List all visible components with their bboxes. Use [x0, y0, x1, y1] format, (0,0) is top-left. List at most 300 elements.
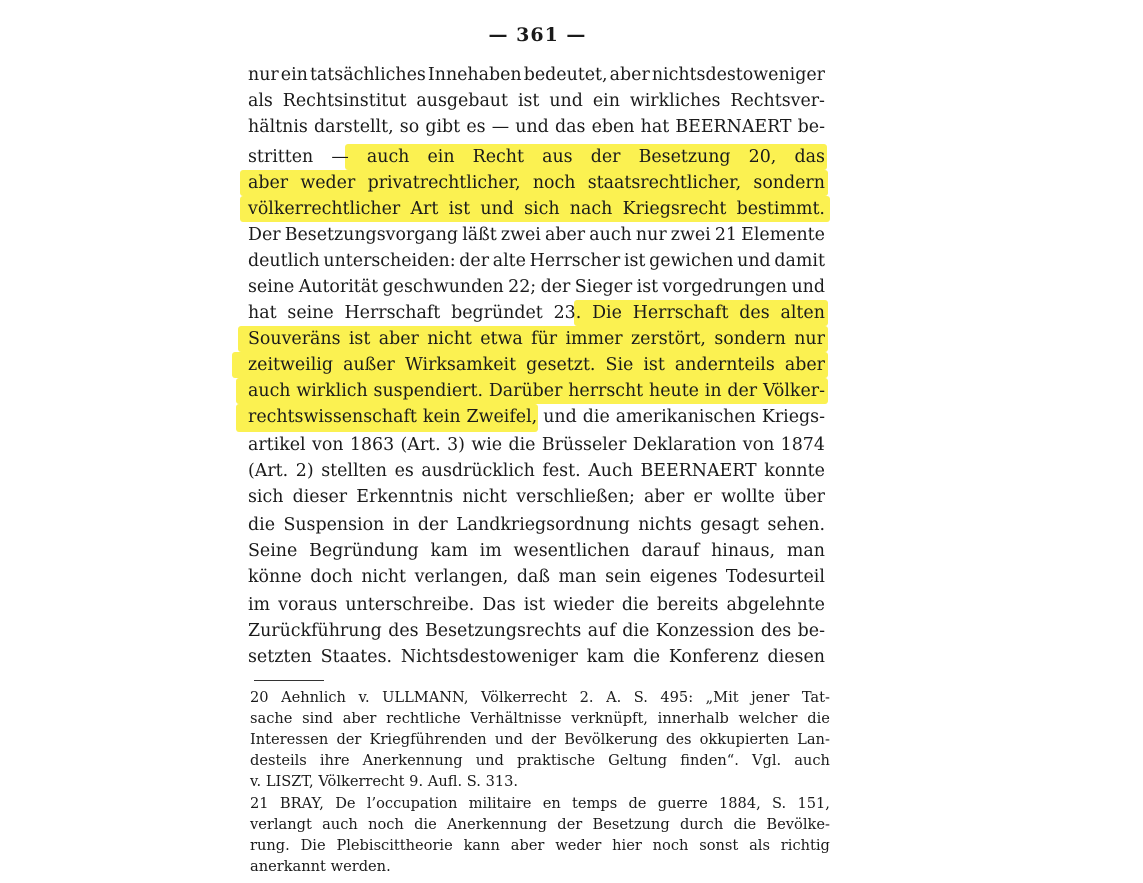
word: 21 — [250, 795, 269, 812]
word: ausdrücklich — [421, 461, 535, 481]
word: (Art. — [248, 461, 289, 481]
body-line — [248, 564, 825, 590]
word: Plebiscittheorie — [336, 837, 453, 854]
word: der — [531, 731, 557, 748]
word: des — [739, 303, 770, 323]
body-line — [248, 592, 825, 618]
word: nur — [248, 65, 279, 85]
word: man — [786, 541, 825, 561]
word: wie — [471, 435, 503, 455]
body-line — [248, 618, 825, 644]
word: heute — [649, 381, 699, 401]
word: seine — [248, 277, 295, 297]
word: noch — [652, 837, 689, 854]
word: aber — [248, 173, 289, 193]
word: de — [628, 795, 647, 812]
word: temps — [572, 795, 618, 812]
word: Erkenntnis — [356, 487, 454, 507]
word: Völkerrecht — [318, 773, 405, 790]
word: aber — [784, 355, 825, 375]
word: rechtswissenschaft — [248, 407, 417, 427]
word: der — [417, 515, 448, 535]
word: vorgedrungen — [662, 277, 788, 297]
word: noch — [368, 816, 404, 833]
word: privatrechtlicher, — [367, 173, 521, 193]
word: S. — [633, 689, 648, 706]
word: praktische — [516, 752, 596, 769]
word: ist — [636, 277, 659, 297]
footnote-divider — [254, 680, 324, 681]
word: hat — [640, 117, 670, 137]
word: Sie — [605, 355, 634, 375]
body-line — [248, 458, 825, 484]
word: staatsrechtlicher, — [587, 173, 742, 193]
word: werden. — [330, 858, 391, 875]
word: die — [248, 515, 275, 535]
body-line — [248, 144, 825, 170]
word: Deklaration — [632, 435, 737, 455]
word: kam — [586, 647, 625, 667]
body-line — [248, 248, 825, 274]
body-line — [248, 114, 825, 140]
word: Innehaben — [427, 65, 522, 85]
word: richtig — [780, 837, 830, 854]
word: Aehnlich — [281, 689, 346, 706]
word: im — [479, 541, 502, 561]
word: Rechtsinstitut — [282, 91, 407, 111]
word: und — [549, 91, 583, 111]
word: auch — [589, 225, 632, 245]
word: geschwunden — [382, 277, 504, 297]
body-line — [248, 538, 825, 564]
word: Interessen — [250, 731, 329, 748]
word: durch — [679, 816, 724, 833]
word: Elemente — [741, 225, 825, 245]
word: die — [733, 816, 757, 833]
word: noch — [532, 173, 576, 193]
word: Aufl. — [427, 773, 463, 790]
word: Besetzung — [638, 147, 731, 167]
word: er — [693, 487, 712, 507]
word: herrscht — [568, 381, 644, 401]
word: der — [336, 731, 362, 748]
word: und — [475, 752, 504, 769]
word: immer — [565, 329, 623, 349]
word: fest. — [542, 461, 581, 481]
word: als — [749, 837, 770, 854]
word: aber — [342, 710, 377, 727]
footnote-line — [250, 751, 830, 771]
word: Die — [592, 303, 622, 323]
word: sehen. — [767, 515, 825, 535]
word: 151, — [797, 795, 830, 812]
word: kann — [463, 837, 500, 854]
word: hier — [612, 837, 642, 854]
word: in — [392, 515, 410, 535]
word: desteils — [250, 752, 307, 769]
word: Souveräns — [248, 329, 341, 349]
word: aber — [544, 225, 586, 245]
word: verschließen; — [516, 487, 635, 507]
word: hältnis — [248, 117, 308, 137]
word: amerikanischen — [615, 407, 756, 427]
word: S. — [772, 795, 787, 812]
word: 1884, — [718, 795, 761, 812]
word: ist — [517, 91, 540, 111]
footnote-line — [250, 857, 830, 877]
word: der — [590, 147, 621, 167]
word: aber — [510, 837, 545, 854]
word: abgelehnte — [726, 595, 825, 615]
word: damit — [774, 251, 825, 271]
word: 3) — [447, 435, 465, 455]
word: welcher — [738, 710, 798, 727]
word: zwei — [500, 225, 541, 245]
word: eigenes — [649, 567, 718, 587]
word: weder — [300, 173, 356, 193]
word: artikel — [248, 435, 306, 455]
word: wesentlichen — [513, 541, 630, 561]
word: gesetzt. — [526, 355, 596, 375]
word: Darüber — [488, 381, 563, 401]
word: kam — [430, 541, 468, 561]
word: unterschreibe. — [345, 595, 475, 615]
word: unterscheiden: — [323, 251, 456, 271]
footnote-line — [250, 730, 830, 750]
word: hat — [248, 303, 277, 323]
word: v. — [250, 773, 262, 790]
word: Begründung — [309, 541, 419, 561]
word: begründet — [451, 303, 543, 323]
word: Vgl. — [751, 752, 782, 769]
word: wollte — [721, 487, 775, 507]
word: be- — [797, 117, 825, 137]
word: 495: — [660, 689, 694, 706]
word: verlangt — [250, 816, 312, 833]
word: 20, — [748, 147, 777, 167]
word: des — [666, 731, 692, 748]
word: Das — [482, 595, 516, 615]
word: — — [331, 147, 349, 167]
word: läßt — [462, 225, 497, 245]
word: verlangen, — [414, 567, 509, 587]
body-line — [248, 644, 825, 670]
word: nur — [635, 225, 667, 245]
word: Bevölke- — [766, 816, 830, 833]
word: Lan- — [797, 731, 830, 748]
word: Tat- — [801, 689, 830, 706]
word: sein — [605, 567, 642, 587]
word: für — [531, 329, 558, 349]
word: nicht — [427, 329, 472, 349]
word: wirkliches — [629, 91, 721, 111]
word: das — [794, 147, 825, 167]
word: als — [248, 91, 273, 111]
word: nicht — [361, 567, 407, 587]
word: auch — [366, 147, 410, 167]
word: die — [633, 647, 661, 667]
word: nach — [569, 199, 613, 219]
word: der — [459, 251, 490, 271]
word: Herrschaft — [344, 303, 441, 323]
word: auch — [794, 752, 830, 769]
footnote-line — [250, 772, 830, 792]
body-line — [248, 484, 825, 510]
word: die — [621, 595, 649, 615]
word: über — [784, 487, 825, 507]
word: die — [414, 816, 437, 833]
word: Bevölkerung — [564, 731, 658, 748]
word: der — [727, 381, 758, 401]
word: anerkannt — [250, 858, 326, 875]
word: Seine — [248, 541, 298, 561]
word: sich — [248, 487, 284, 507]
word: 1863 — [349, 435, 395, 455]
word: dieser — [292, 487, 348, 507]
word: BEERNAERT — [675, 117, 792, 137]
word: nicht — [462, 487, 508, 507]
word: Konferenz — [668, 647, 759, 667]
word: in — [704, 381, 722, 401]
word: Konzession — [655, 621, 755, 641]
word: bedeutet, — [523, 65, 608, 85]
word: v. — [358, 689, 370, 706]
word: und — [494, 731, 523, 748]
word: Wirksamkeit — [404, 355, 517, 375]
word: ist — [448, 199, 471, 219]
word: Nichtsdestoweniger — [400, 647, 578, 667]
body-line — [248, 62, 825, 88]
word: en — [542, 795, 561, 812]
word: ist — [623, 251, 646, 271]
word: der — [557, 816, 583, 833]
word: sondern — [753, 173, 825, 193]
word: Der — [248, 225, 281, 245]
word: die — [807, 710, 830, 727]
word: Brüsseler — [541, 435, 627, 455]
word: guerre — [657, 795, 708, 812]
body-line — [248, 378, 825, 404]
body-line — [248, 88, 825, 114]
word: so — [399, 117, 420, 137]
word: aber — [378, 329, 419, 349]
word: zeitweilig — [248, 355, 334, 375]
word: 313. — [485, 773, 519, 790]
word: nur — [794, 329, 825, 349]
word: und — [543, 407, 577, 427]
word: und — [737, 251, 771, 271]
word: völkerrechtlicher — [248, 199, 401, 219]
word: Völker- — [762, 381, 825, 401]
word: etwa — [480, 329, 523, 349]
word: Auch — [588, 461, 633, 481]
word: außer — [343, 355, 395, 375]
word: gibt — [425, 117, 461, 137]
footnote-line — [250, 794, 830, 814]
word: sache — [250, 710, 293, 727]
word: Völkerrecht — [480, 689, 568, 706]
word: deutlich — [248, 251, 320, 271]
word: und — [480, 199, 514, 219]
word: Kriegführenden — [369, 731, 487, 748]
word: ULLMANN, — [382, 689, 469, 706]
word: diesen — [767, 647, 825, 667]
word: l’occupation — [366, 795, 458, 812]
word: das — [554, 117, 586, 137]
body-line — [248, 222, 825, 248]
word: Autorität — [298, 277, 379, 297]
word: BEERNAERT — [640, 461, 757, 481]
word: Geltung — [608, 752, 668, 769]
body-line — [248, 432, 825, 458]
word: militaire — [468, 795, 532, 812]
word: darstellt, — [313, 117, 394, 137]
word: ein — [280, 65, 308, 85]
word: Kriegs- — [761, 407, 825, 427]
body-line — [248, 300, 825, 326]
word: des — [760, 621, 792, 641]
word: Anerkennung — [362, 752, 463, 769]
word: wieder — [553, 595, 614, 615]
word: — — [491, 117, 510, 137]
word: BRAY, — [279, 795, 324, 812]
word: Zweifel, — [466, 407, 538, 427]
word: bereits — [656, 595, 719, 615]
word: ein — [427, 147, 455, 167]
word: ein — [592, 91, 620, 111]
word: doch — [310, 567, 353, 587]
word: auch — [248, 381, 291, 401]
word: aber — [644, 487, 685, 507]
word: 20 — [250, 689, 269, 706]
word: wirklich — [296, 381, 368, 401]
word: Staates. — [320, 647, 393, 667]
word: rechtliche — [386, 710, 461, 727]
word: ist — [348, 329, 371, 349]
word: Besetzungsrechts — [425, 621, 582, 641]
word: eben — [591, 117, 635, 137]
word: alten — [780, 303, 825, 323]
word: andernteils — [674, 355, 775, 375]
word: aber — [609, 65, 650, 85]
word: darauf — [641, 541, 700, 561]
word: ausgebaut — [416, 91, 508, 111]
word: 2) — [295, 461, 314, 481]
word: Anerkennung — [447, 816, 547, 833]
page-number: — 361 — — [488, 24, 587, 46]
word: ihre — [319, 752, 350, 769]
word: die — [508, 435, 536, 455]
body-line — [248, 512, 825, 538]
word: setzten — [248, 647, 312, 667]
word: des — [388, 621, 419, 641]
word: im — [248, 595, 271, 615]
word: der — [540, 277, 571, 297]
word: 9. — [409, 773, 424, 790]
word: 23. — [553, 303, 582, 323]
body-line — [248, 352, 825, 378]
word: Landkriegsordnung — [456, 515, 630, 535]
word: hinaus, — [711, 541, 776, 561]
word: sind — [302, 710, 334, 727]
body-line — [248, 404, 825, 430]
word: stritten — [248, 147, 314, 167]
word: De — [335, 795, 356, 812]
word: 22; — [508, 277, 537, 297]
word: Recht — [472, 147, 524, 167]
word: tatsächliches — [309, 65, 426, 85]
word: aus — [542, 147, 573, 167]
word: daß — [516, 567, 550, 587]
word: und — [791, 277, 825, 297]
word: Rechtsver- — [730, 91, 825, 111]
word: Sieger — [574, 277, 633, 297]
word: ist — [523, 595, 546, 615]
word: innerhalb — [657, 710, 729, 727]
word: LISZT, — [265, 773, 314, 790]
word: nichts — [638, 515, 692, 535]
word: Art — [410, 199, 439, 219]
word: 1874 — [780, 435, 825, 455]
word: es — [466, 117, 486, 137]
word: Herrschaft — [632, 303, 729, 323]
word: S. — [466, 773, 481, 790]
footnote-line — [250, 815, 830, 835]
word: kein — [422, 407, 461, 427]
word: alte — [492, 251, 526, 271]
word: weder — [555, 837, 602, 854]
word: Die — [300, 837, 326, 854]
word: von — [312, 435, 344, 455]
word: gewichen — [649, 251, 734, 271]
word: könne — [248, 567, 302, 587]
body-line — [248, 196, 825, 222]
body-line — [248, 274, 825, 300]
footnote-line — [250, 709, 830, 729]
word: voraus — [278, 595, 338, 615]
word: auch — [322, 816, 358, 833]
word: jener — [751, 689, 790, 706]
word: sich — [524, 199, 560, 219]
word: Herrscher — [529, 251, 621, 271]
word: suspendiert. — [373, 381, 484, 401]
word: und — [515, 117, 549, 137]
word: (Art. — [400, 435, 441, 455]
word: gesagt — [700, 515, 760, 535]
word: zerstört, — [630, 329, 706, 349]
word: 21 — [714, 225, 737, 245]
word: be- — [797, 621, 825, 641]
word: sondern — [714, 329, 786, 349]
footnote-line — [250, 688, 830, 708]
word: seine — [287, 303, 334, 323]
word: sonst — [699, 837, 739, 854]
word: Suspension — [283, 515, 385, 535]
word: die — [582, 407, 610, 427]
word: bestimmt. — [736, 199, 825, 219]
word: verknüpft, — [571, 710, 648, 727]
word: A. — [606, 689, 622, 706]
word: zwei — [670, 225, 711, 245]
word: Todesurteil — [725, 567, 825, 587]
word: auf — [587, 621, 616, 641]
word: man — [558, 567, 597, 587]
word: okkupierten — [699, 731, 790, 748]
word: Zurückführung — [248, 621, 382, 641]
word: „Mit — [705, 689, 739, 706]
word: finden“. — [680, 752, 739, 769]
word: 2. — [579, 689, 594, 706]
